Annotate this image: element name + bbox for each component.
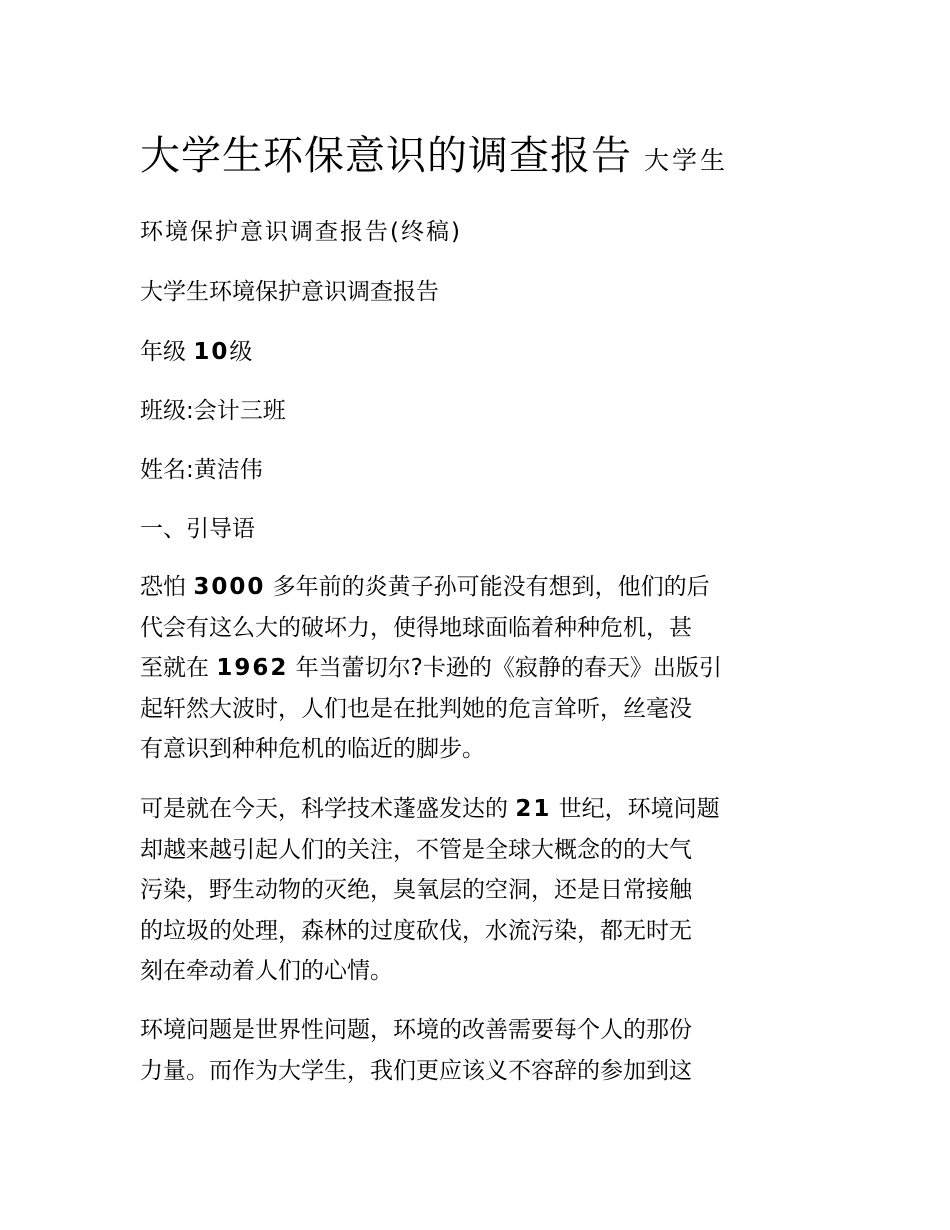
paragraph-2-line-5: 刻在牵动着人们的心情。: [140, 958, 393, 984]
class-line: 班级:会计三班: [140, 398, 286, 424]
paragraph-3-line-2: 力量。而作为大学生，我们更应该义不容辞的参加到这: [140, 1057, 692, 1084]
paragraph-1-line-4: 起轩然大波时，人们也是在批判她的危言耸听，丝毫没: [140, 695, 692, 722]
grade-prefix: 年级: [140, 339, 186, 365]
report-heading: 大学生环境保护意识调查报告: [140, 279, 439, 305]
paragraph-2-line-1: [140, 789, 820, 830]
grade-suffix: 级: [229, 339, 253, 365]
document-subtitle: 环境保护意识调查报告(终稿): [140, 219, 462, 245]
paragraph-3-line-1: 环境问题是世界性问题，环境的改善需要每个人的那份: [140, 1017, 692, 1043]
paragraph-2-line-4: 的垃圾的处理，森林的过度砍伐，水流污染，都无时无: [140, 917, 692, 944]
paragraph-1-line-3: [140, 648, 820, 689]
number-run: 3000: [193, 574, 266, 600]
text-run: 可是就在今天，科学技术蓬盛发达的: [140, 796, 508, 822]
document-title-line: [140, 128, 840, 184]
text-run: 恐怕: [140, 574, 186, 600]
paragraph-1-line-5: 有意识到种种危机的临近的脚步。: [140, 736, 485, 762]
document-title: 大学生环保意识的调查报告: [140, 133, 632, 179]
number-run: 21: [515, 796, 552, 822]
text-run: 世纪，环境问题: [558, 796, 720, 822]
paragraph-1-line-1: [140, 567, 820, 608]
grade-line: [140, 337, 252, 367]
paragraph-2-line-3: 污染，野生动物的灭绝，臭氧层的空洞，还是日常接触: [140, 877, 692, 903]
number-run: 1962: [216, 655, 289, 681]
paragraph-3: [140, 1010, 820, 1091]
name-line: 姓名:黄洁伟: [140, 457, 263, 483]
document-title-tail: 大学生: [644, 146, 729, 175]
paragraph-2: [140, 789, 820, 992]
section-heading-intro: 一、引导语: [140, 516, 255, 542]
text-run: 年当蕾切尔?卡逊的《寂静的春天》出版引: [295, 655, 722, 681]
paragraph-2-line-2: 却越来越引起人们的关注，不管是全球大概念的的大气: [140, 836, 692, 863]
paragraph-1: [140, 567, 820, 770]
grade-number: 10: [193, 339, 230, 365]
text-run: 至就在: [140, 655, 209, 681]
text-run: 多年前的炎黄子孙可能没有想到，他们的后: [272, 574, 710, 600]
paragraph-1-line-2: 代会有这么大的破坏力，使得地球面临着种种危机，甚: [140, 614, 692, 641]
